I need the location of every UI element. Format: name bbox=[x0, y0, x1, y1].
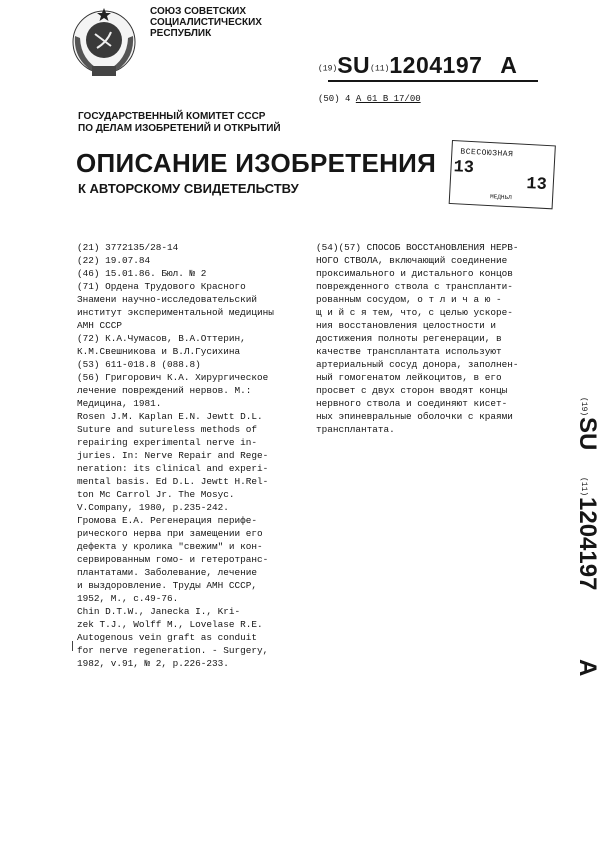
bibliographic-line: for nerve regeneration. - Surgery, bbox=[77, 645, 269, 656]
bibliographic-line: дефекта у кролика "свежим" и кон- bbox=[77, 541, 263, 552]
bibliographic-line: Медицина, 1981. bbox=[77, 398, 162, 409]
document-title: ОПИСАНИЕ ИЗОБРЕТЕНИЯ bbox=[76, 148, 437, 178]
claim-line: НОГО СТВОЛА, включающий соединение bbox=[316, 255, 508, 266]
document-subtitle: К АВТОРСКОМУ СВИДЕТЕЛЬСТВУ bbox=[78, 181, 299, 196]
bibliographic-line: (22) 19.07.84 bbox=[77, 255, 151, 266]
bibliographic-line: 1982, v.91, № 2, p.226-233. bbox=[77, 658, 229, 669]
committee-line: ГОСУДАРСТВЕННЫЙ КОМИТЕТ СССР bbox=[78, 111, 266, 122]
ipc-classification bbox=[318, 94, 421, 104]
bibliographic-line: (46) 15.01.86. Бюл. № 2 bbox=[77, 268, 207, 279]
bibliographic-line: (72) К.А.Чумасов, В.А.Оттерин, bbox=[77, 333, 246, 344]
library-stamp bbox=[449, 140, 556, 209]
claim-text bbox=[316, 241, 519, 436]
bibliographic-line: сервированным гомо- и гетеротранс- bbox=[77, 554, 269, 565]
committee-line: ПО ДЕЛАМ ИЗОБРЕТЕНИЙ И ОТКРЫТИЙ bbox=[78, 123, 281, 134]
bibliographic-line: Suture and sutureless methods of bbox=[77, 424, 258, 435]
claim-line: поврежденного ствола с транспланти- bbox=[316, 281, 513, 292]
claim-line: щ и й с я тем, что, с целью ускоре- bbox=[316, 307, 513, 318]
stamp-line: ВСЕСОЮЗНАЯ bbox=[460, 147, 514, 160]
claim-line: проксимального и дистального концов bbox=[316, 268, 513, 279]
ipc-code: (50) 4 bbox=[318, 94, 351, 104]
bibliographic-data bbox=[77, 241, 274, 670]
side-kind-code: A bbox=[574, 659, 601, 677]
bibliographic-line: лечение повреждений нервов. М.: bbox=[77, 385, 252, 396]
margin-mark bbox=[72, 641, 73, 651]
claim-line: ный гомогенатом лейкоцитов, в его bbox=[316, 372, 502, 383]
stamp-line: МЕДНЬЛ bbox=[489, 193, 512, 202]
patent-number-header bbox=[318, 52, 517, 79]
bibliographic-line: рического нерва при замещении его bbox=[77, 528, 263, 539]
bibliographic-line: Rosen J.M. Kaplan E.N. Jewtt D.L. bbox=[77, 411, 263, 422]
vertical-patent-number bbox=[552, 395, 601, 685]
bibliographic-line: neration: its clinical and experi- bbox=[77, 463, 269, 474]
side-inid-code-11: (11) bbox=[579, 477, 588, 497]
bibliographic-line: Знамени научно-исследовательский bbox=[77, 294, 258, 305]
claim-line: просвет с двух сторон вводят концы bbox=[316, 385, 508, 396]
claim-line: достижения полноты регенерации, в bbox=[316, 333, 502, 344]
bibliographic-line: плантатами. Заболевание, лечение bbox=[77, 567, 258, 578]
bibliographic-line: (21) 3772135/28-14 bbox=[77, 242, 179, 253]
side-inid-code-19: (19) bbox=[579, 397, 588, 417]
org-line: СОЮЗ СОВЕТСКИХ bbox=[150, 6, 247, 17]
claim-line: ния восстановления целостности и bbox=[316, 320, 497, 331]
bibliographic-line: К.М.Свешникова и В.Л.Гусихина bbox=[77, 346, 241, 357]
bibliographic-line: Autogenous vein graft as conduit bbox=[77, 632, 258, 643]
claim-line: ных эпиневральные оболочки с краями bbox=[316, 411, 513, 422]
inid-code-11: (11) bbox=[370, 64, 390, 74]
patent-number: 1204197 bbox=[389, 52, 483, 78]
stamp-line: 13 bbox=[525, 174, 548, 196]
claim-line: рованным сосудом, о т л и ч а ю - bbox=[316, 294, 502, 305]
claim-line: качестве трансплантата используют bbox=[316, 346, 502, 357]
bibliographic-line: (71) Ордена Трудового Красного bbox=[77, 281, 246, 292]
kind-code: A bbox=[500, 52, 518, 78]
country-code: SU bbox=[337, 52, 371, 78]
org-line: СОЦИАЛИСТИЧЕСКИХ bbox=[150, 17, 262, 28]
bibliographic-line: zek T.J., Wolff M., Lovelase R.E. bbox=[77, 619, 263, 630]
issuing-state bbox=[150, 6, 262, 39]
bibliographic-line: Chin D.T.W., Janecka I., Kri- bbox=[77, 606, 241, 617]
side-patent-number: 1204197 bbox=[574, 497, 601, 591]
bibliographic-line: (56) Григорович К.А. Хирургическое bbox=[77, 372, 269, 383]
inid-code-19: (19) bbox=[318, 64, 338, 74]
bibliographic-line: V.Company, 1980, p.235-242. bbox=[77, 502, 229, 513]
ipc-value: A 61 B 17/00 bbox=[355, 94, 421, 104]
claim-line: (54)(57) СПОСОБ ВОССТАНОВЛЕНИЯ НЕРВ- bbox=[316, 242, 519, 253]
claim-line: нервного ствола и соединяют кисет- bbox=[316, 398, 508, 409]
committee-name bbox=[78, 111, 281, 135]
bibliographic-line: juries. In: Nerve Repair and Rege- bbox=[77, 450, 269, 461]
header-rule bbox=[328, 80, 538, 82]
bibliographic-line: repairing experimental nerve in- bbox=[77, 437, 258, 448]
bibliographic-line: и выздоровление. Труды АМН СССР, bbox=[77, 580, 258, 591]
bibliographic-line: mental basis. Ed D.L. Jewtt H.Rel- bbox=[77, 476, 269, 487]
ussr-emblem bbox=[67, 6, 141, 82]
claim-line: артериальный сосуд донора, заполнен- bbox=[316, 359, 519, 370]
side-country-code: SU bbox=[574, 417, 601, 451]
org-line: РЕСПУБЛИК bbox=[150, 28, 212, 39]
claim-line: трансплантата. bbox=[316, 424, 395, 435]
bibliographic-line: (53) 611-018.8 (088.8) bbox=[77, 359, 201, 370]
bibliographic-line: Громова Е.А. Регенерация перифе- bbox=[77, 515, 258, 526]
stamp-line: 13 bbox=[453, 158, 475, 179]
bibliographic-line: АМН СССР bbox=[77, 320, 123, 331]
bibliographic-line: институт экспериментальной медицины bbox=[77, 307, 274, 318]
bibliographic-line: 1952, М., с.49-76. bbox=[77, 593, 179, 604]
bibliographic-line: ton Mc Carrol Jr. The Mosyc. bbox=[77, 489, 235, 500]
